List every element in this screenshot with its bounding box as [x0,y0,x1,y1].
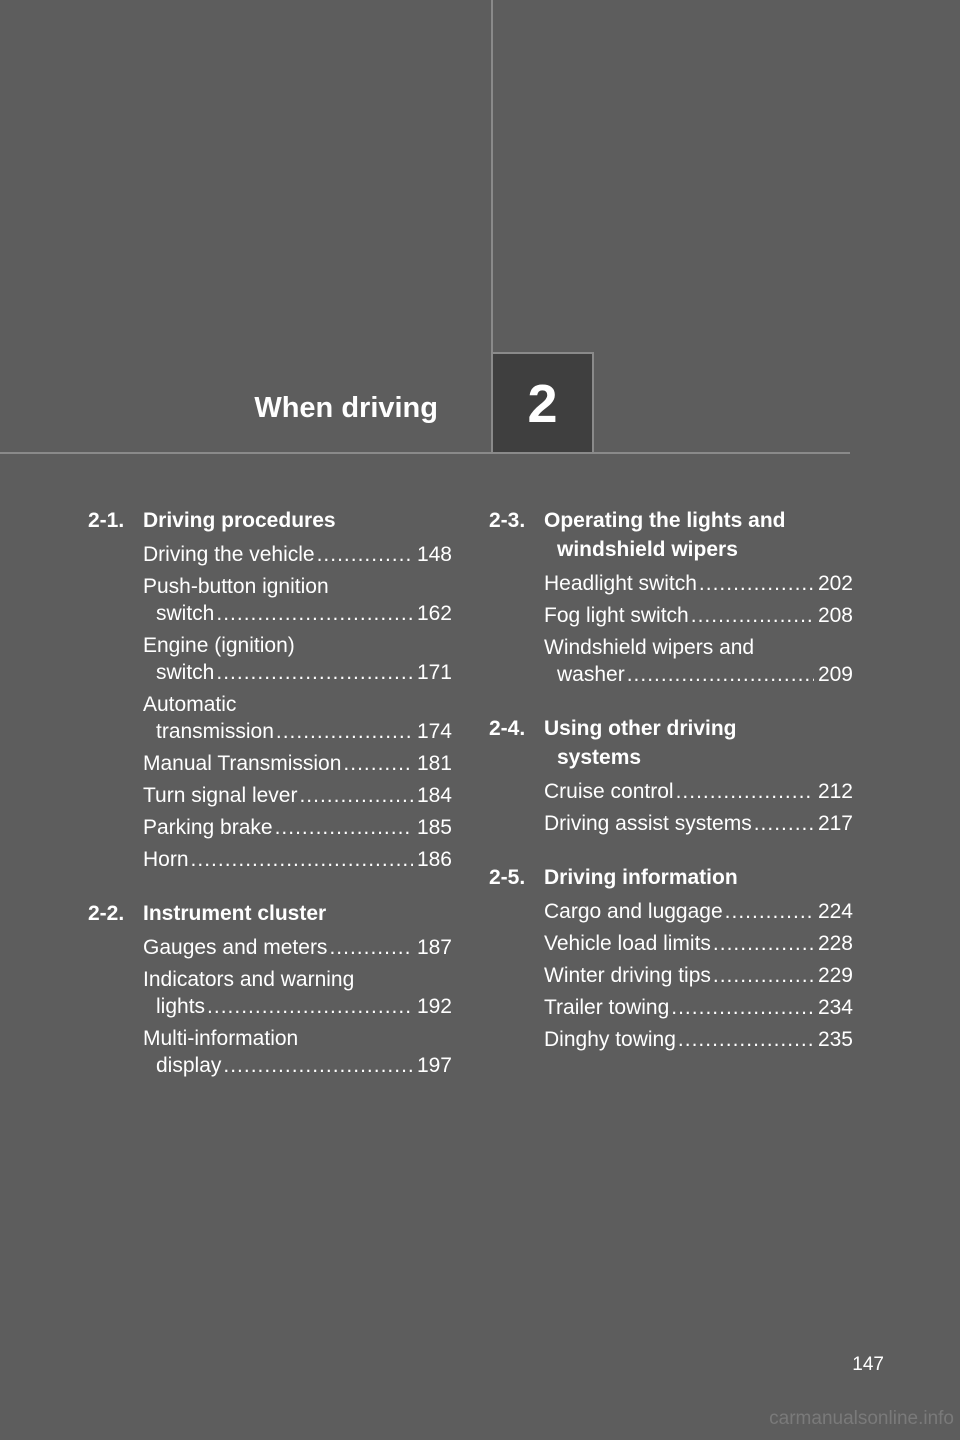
toc-entry-text: Winter driving tips [544,964,711,987]
dot-leader [713,962,814,989]
section-title [544,714,853,772]
toc-entry-line [143,846,452,873]
toc-entry-text: Driving the vehicle [143,543,315,566]
dot-leader [216,600,413,627]
toc-entry[interactable] [143,814,452,841]
toc-entry-text: display [156,1054,222,1077]
toc-entry-text: Trailer towing [544,996,670,1019]
dot-leader [678,1026,814,1053]
dot-leader [676,778,814,805]
section-heading [489,714,853,772]
dot-leader [627,661,814,688]
toc-entry[interactable] [143,934,452,961]
toc-entry-text: Push-button ignition [143,575,329,598]
toc-column-left [88,506,452,1105]
toc-entry-page: 229 [817,964,853,987]
section-heading [489,863,853,892]
dot-leader [317,541,413,568]
toc-entry-page: 209 [817,663,853,686]
toc-entry[interactable] [143,846,452,873]
toc-entry-text: Horn [143,848,189,871]
dot-leader [671,994,814,1021]
section-heading [489,506,853,564]
toc-entry-text: washer [557,663,625,686]
toc-entry-line [544,602,853,629]
toc-entry[interactable] [143,632,452,686]
toc-entry-text: switch [156,661,215,684]
toc-entry-page: 197 [416,1054,452,1077]
chapter-number-tab [491,352,594,454]
section-title-line: Instrument cluster [143,902,327,925]
toc-entry-page: 235 [817,1028,853,1051]
toc-entry-line [143,993,452,1020]
dot-leader [699,570,814,597]
toc-entry-line [544,962,853,989]
page-number: 147 [852,1354,884,1375]
dot-leader [207,993,413,1020]
toc-entry-line [544,898,853,925]
dot-leader [343,750,413,777]
toc-entry-text: Fog light switch [544,604,689,627]
toc-entry-text: lights [156,995,206,1018]
section-number: 2-2. [88,902,125,925]
toc-entry-line [143,691,452,718]
section-heading [88,899,452,928]
toc-entry[interactable] [544,570,853,597]
toc-entry-page: 217 [817,812,853,835]
toc-entry-text: Indicators and warning [143,968,355,991]
toc-entry-page: 186 [416,848,452,871]
toc-entry-line [143,632,452,659]
toc-entry-page: 208 [817,604,853,627]
toc-entry-line [143,966,452,993]
section-title [143,899,452,928]
section-title-line: Driving information [544,866,738,889]
dot-leader [191,846,413,873]
toc-entry-text: Turn signal lever [143,784,298,807]
section-title [544,863,853,892]
section-title-line: Operating the lights and [544,509,786,532]
toc-entry-line [544,1026,853,1053]
section-title-line: Driving procedures [143,509,336,532]
chapter-number: 2 [527,374,558,434]
toc-entry-page: 174 [416,720,452,743]
toc-entry[interactable] [544,1026,853,1053]
toc-entry-text: transmission [156,720,274,743]
toc-entry-line [544,810,853,837]
toc-entry-line [544,570,853,597]
toc-section [489,714,853,837]
toc-entry-text: Headlight switch [544,572,697,595]
toc-entry-line [143,750,452,777]
section-title [143,506,452,535]
dot-leader [216,659,413,686]
toc-section [489,506,853,688]
dot-leader [299,782,412,809]
toc-entry-page: 184 [416,784,452,807]
toc-entry-line [143,934,452,961]
toc-entry-page: 185 [416,816,452,839]
toc-entry[interactable] [544,962,853,989]
section-heading [88,506,452,535]
toc-entry-line [143,600,452,627]
toc-entry-line [143,1025,452,1052]
toc-section [88,899,452,1079]
toc-entry-line [143,718,452,745]
dot-leader [713,930,814,957]
toc-entry-page: 181 [416,752,452,775]
section-number: 2-1. [88,509,125,532]
section-number: 2-3. [489,509,526,532]
toc-entry-line [544,661,853,688]
toc-section [489,863,853,1053]
toc-entry-text: Engine (ignition) [143,634,295,657]
toc-entry[interactable] [544,634,853,688]
toc-entry-page: 224 [817,900,853,923]
toc-entry[interactable] [143,750,452,777]
toc-entry-text: Cargo and luggage [544,900,723,923]
toc-entry[interactable] [143,691,452,745]
section-title-line: windshield wipers [557,538,738,561]
toc-section [88,506,452,873]
toc-column-right [489,506,853,1079]
toc-entry-text: Multi-information [143,1027,299,1050]
section-number: 2-5. [489,866,526,889]
toc-entry-line [143,814,452,841]
toc-entry-text: switch [156,602,215,625]
toc-entry-text: Automatic [143,693,237,716]
toc-entry-line [544,634,853,661]
watermark: carmanualsonline.info [769,1408,954,1429]
toc-entry-page: 162 [416,602,452,625]
toc-entry-text: Manual Transmission [143,752,342,775]
toc-entry[interactable] [544,778,853,805]
toc-entry-line [143,659,452,686]
toc-entry-page: 202 [817,572,853,595]
toc-entry-text: Parking brake [143,816,273,839]
toc-entry-line [143,573,452,600]
toc-entry-line [544,930,853,957]
toc-entry[interactable] [143,573,452,627]
toc-entry-page: 192 [416,995,452,1018]
dot-leader [275,814,413,841]
toc-entry-page: 148 [416,543,452,566]
dot-leader [754,810,814,837]
toc-entry-text: Gauges and meters [143,936,328,959]
section-number: 2-4. [489,717,526,740]
toc-entry[interactable] [544,898,853,925]
toc-entry-page: 171 [416,661,452,684]
toc-entry[interactable] [143,966,452,1020]
section-title-line: systems [557,746,642,769]
chapter-divider-vertical [491,0,493,354]
toc-entry-line [143,541,452,568]
toc-entry-page: 187 [416,936,452,959]
toc-entry-text: Driving assist systems [544,812,752,835]
toc-entry[interactable] [143,1025,452,1079]
toc-entry[interactable] [143,541,452,568]
dot-leader [223,1052,413,1079]
toc-entry[interactable] [544,602,853,629]
toc-entry[interactable] [143,782,452,809]
toc-entry-text: Cruise control [544,780,674,803]
toc-entry-page: 228 [817,932,853,955]
toc-entry-page: 234 [817,996,853,1019]
toc-entry-page: 212 [817,780,853,803]
toc-entry-text: Vehicle load limits [544,932,711,955]
dot-leader [329,934,413,961]
toc-entry-text: Windshield wipers and [544,636,755,659]
section-title [544,506,853,564]
chapter-title: When driving [254,392,438,424]
toc-entry[interactable] [544,930,853,957]
toc-entry-line [143,782,452,809]
dot-leader [276,718,413,745]
chapter-divider-horizontal [0,452,850,454]
toc-entry[interactable] [544,810,853,837]
toc-entry-line [143,1052,452,1079]
toc-entry-line [544,994,853,1021]
dot-leader [725,898,814,925]
toc-entry-text: Dinghy towing [544,1028,676,1051]
toc-entry-line [544,778,853,805]
dot-leader [691,602,814,629]
toc-entry[interactable] [544,994,853,1021]
section-title-line: Using other driving [544,717,737,740]
